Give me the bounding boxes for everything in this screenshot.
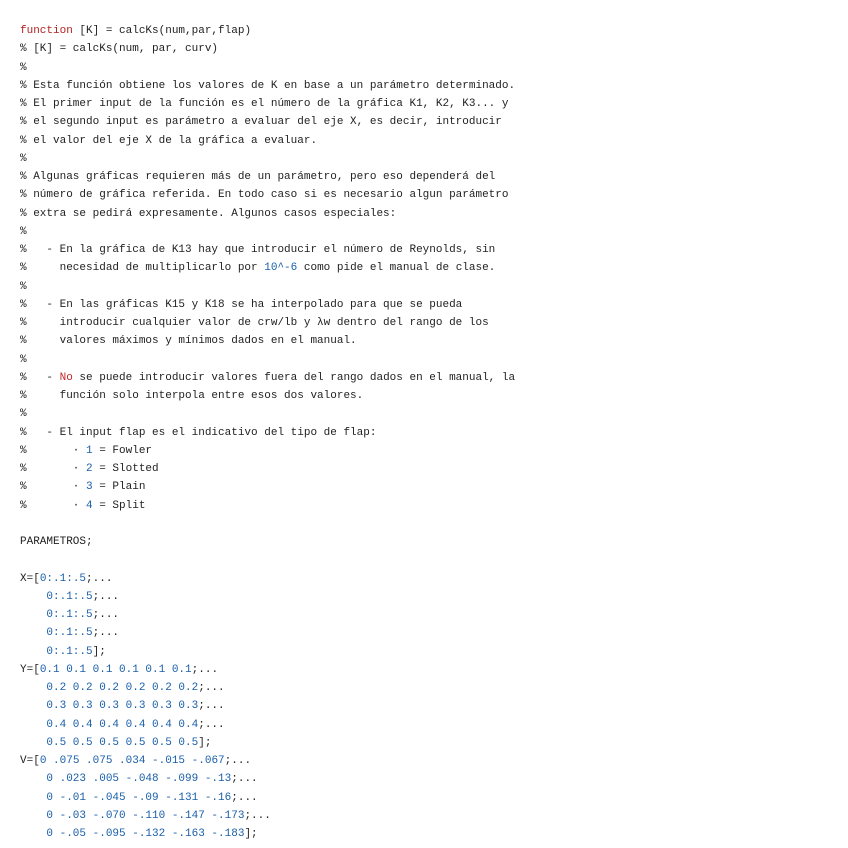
- code-text: = Slotted: [92, 463, 159, 475]
- code-text: % El primer input de la función es el número de la gráfica K1, K2, K3... y: [20, 98, 509, 110]
- code-text: ;...: [198, 718, 225, 731]
- code-text: %: [20, 152, 27, 165]
- code-line: [20, 661, 515, 679]
- code-text: % ·: [20, 499, 87, 512]
- code-line: [20, 424, 515, 442]
- code-text: [20, 719, 46, 731]
- code-text: ];: [92, 645, 106, 658]
- code-text: se puede introducir valores fuera del rango dados en el manual, la: [72, 371, 516, 384]
- code-line: [20, 624, 515, 642]
- code-line: [20, 241, 515, 259]
- code-number: 0:.1:.5: [46, 645, 93, 658]
- code-line: [20, 314, 515, 332]
- code-line: [20, 59, 515, 77]
- code-number: 0:.1:.5: [39, 572, 87, 585]
- code-text: % Algunas gráficas requieren más de un parámetro, pero eso dependerá del: [20, 171, 496, 183]
- code-number: 0:.1:.5: [46, 590, 93, 603]
- code-text: PARAMETROS;: [20, 536, 93, 548]
- code-text: [20, 828, 46, 840]
- code-text: %: [20, 225, 27, 238]
- code-text: ;...: [92, 627, 120, 640]
- code-text: % -: [20, 371, 60, 384]
- code-line: [20, 551, 515, 569]
- code-text: [20, 737, 46, 749]
- code-text: [20, 700, 46, 712]
- code-line: [20, 95, 515, 113]
- code-text: ;...: [198, 682, 225, 694]
- code-text: % - En la gráfica de K13 hay que introducir el número de Reynolds, sin: [20, 244, 496, 256]
- code-text: V=[: [20, 755, 40, 767]
- code-line: [20, 716, 515, 734]
- code-number: 3: [86, 481, 93, 494]
- code-text: % el valor del eje X de la gráfica a evaluar.: [20, 134, 318, 147]
- code-text: % ·: [20, 463, 87, 475]
- code-text: % necesidad de multiplicarlo por: [20, 262, 265, 275]
- code-text: [20, 591, 46, 603]
- code-text: % introducir cualquier valor de crw/lb y λw dentro del rango de los: [20, 317, 489, 329]
- code-text: ;...: [86, 572, 113, 585]
- code-line: [20, 570, 515, 588]
- code-line: [20, 259, 515, 277]
- code-text: ;...: [244, 809, 271, 822]
- code-text: ;...: [231, 791, 258, 804]
- code-keyword: function: [20, 25, 73, 37]
- code-line: [20, 369, 515, 387]
- code-text: ;...: [198, 700, 225, 713]
- code-text: % número de gráfica referida. En todo caso si es necesario algun parámetro: [20, 189, 509, 202]
- code-line: [20, 606, 515, 624]
- code-number: 0 -.03 -.070 -.110 -.147 -.173: [46, 809, 245, 822]
- code-number: 0.2 0.2 0.2 0.2 0.2 0.2: [46, 682, 199, 694]
- code-line: [20, 113, 515, 131]
- code-text: % Esta función obtiene los valores de K en base a un parámetro determinado.: [20, 79, 516, 92]
- code-line: [20, 515, 515, 533]
- code-line: [20, 734, 515, 752]
- code-line: [20, 460, 515, 478]
- code-text: % [K] = calcKs(num, par, curv): [20, 43, 219, 56]
- code-text: ;...: [231, 773, 258, 786]
- code-text: [20, 682, 46, 694]
- code-text: ];: [244, 828, 258, 840]
- code-text: X=[: [20, 572, 40, 585]
- code-text: [20, 773, 46, 785]
- code-line: [20, 789, 515, 807]
- code-line: [20, 205, 515, 223]
- code-line: [20, 405, 515, 423]
- code-number: 2: [86, 463, 93, 475]
- code-number: 0:.1:.5: [46, 627, 93, 640]
- code-text: ];: [198, 736, 212, 749]
- code-line: [20, 679, 515, 697]
- code-line: [20, 278, 515, 296]
- code-text: ;...: [92, 590, 120, 603]
- code-number: 0 -.05 -.095 -.132 -.163 -.183: [46, 828, 245, 840]
- code-text: % función solo interpola entre esos dos valores.: [20, 390, 364, 402]
- code-number: 0 .075 .075 .034 -.015 -.067: [39, 755, 225, 767]
- code-number: 4: [86, 499, 93, 512]
- code-text: [20, 609, 46, 621]
- code-number: 0.3 0.3 0.3 0.3 0.3 0.3: [46, 700, 199, 713]
- code-line: [20, 770, 515, 788]
- code-text: %: [20, 353, 27, 366]
- code-text: como pide el manual de clase.: [297, 262, 496, 275]
- code-line: [20, 40, 515, 58]
- code-line: [20, 643, 515, 661]
- code-text: % - El input flap es el indicativo del tipo de flap:: [20, 426, 377, 439]
- code-number: 0 .023 .005 -.048 -.099 -.13: [46, 773, 232, 786]
- code-text: = Split: [92, 499, 146, 512]
- code-line: [20, 77, 515, 95]
- code-number: 0.4 0.4 0.4 0.4 0.4 0.4: [46, 718, 199, 731]
- code-line: [20, 351, 515, 369]
- code-line: [20, 150, 515, 168]
- code-text: % - En las gráficas K15 y K18 se ha interpolado para que se pueda: [20, 298, 463, 311]
- code-text: [20, 792, 46, 804]
- code-text: %: [20, 280, 27, 293]
- code-text: % valores máximos y mínimos dados en el manual.: [20, 335, 357, 348]
- code-number: 0.5 0.5 0.5 0.5 0.5 0.5: [46, 736, 199, 749]
- code-number: 0 -.01 -.045 -.09 -.131 -.16: [46, 791, 232, 804]
- code-text: %: [20, 408, 27, 421]
- code-number: 0.1 0.1 0.1 0.1 0.1 0.1: [39, 663, 192, 676]
- code-number: 10^-6: [264, 262, 298, 275]
- code-line: [20, 22, 515, 40]
- code-text: ;...: [92, 609, 120, 621]
- code-text: [20, 810, 46, 822]
- code-line: [20, 588, 515, 606]
- code-line: [20, 533, 515, 551]
- code-text: % ·: [20, 481, 87, 494]
- code-text: % el segundo input es parámetro a evaluar del eje X, es decir, introducir: [20, 116, 502, 129]
- code-text: No: [59, 371, 73, 384]
- code-line: [20, 332, 515, 350]
- code-line: [20, 442, 515, 460]
- code-line: [20, 387, 515, 405]
- code-line: [20, 223, 515, 241]
- code-line: [20, 752, 515, 770]
- code-text: % ·: [20, 444, 87, 457]
- code-line: [20, 807, 515, 825]
- code-text: %: [20, 61, 27, 74]
- code-number: 0:.1:.5: [46, 609, 93, 621]
- code-line: [20, 478, 515, 496]
- code-line: [20, 296, 515, 314]
- code-text: [20, 627, 46, 639]
- code-line: [20, 697, 515, 715]
- code-text: [K] = calcKs(num,par,flap): [72, 25, 252, 37]
- code-line: [20, 186, 515, 204]
- code-text: = Fowler: [92, 444, 153, 457]
- code-text: Y=[: [20, 663, 40, 676]
- code-text: [20, 646, 46, 658]
- code-text: = Plain: [92, 481, 146, 494]
- code-text: ;...: [191, 663, 219, 676]
- code-listing: [20, 22, 515, 843]
- code-text: % extra se pedirá expresamente. Algunos casos especiales:: [20, 207, 397, 220]
- code-line: [20, 825, 515, 843]
- code-line: [20, 168, 515, 186]
- code-line: [20, 132, 515, 150]
- code-number: 1: [86, 444, 93, 457]
- code-text: ;...: [224, 755, 252, 767]
- code-line: [20, 497, 515, 515]
